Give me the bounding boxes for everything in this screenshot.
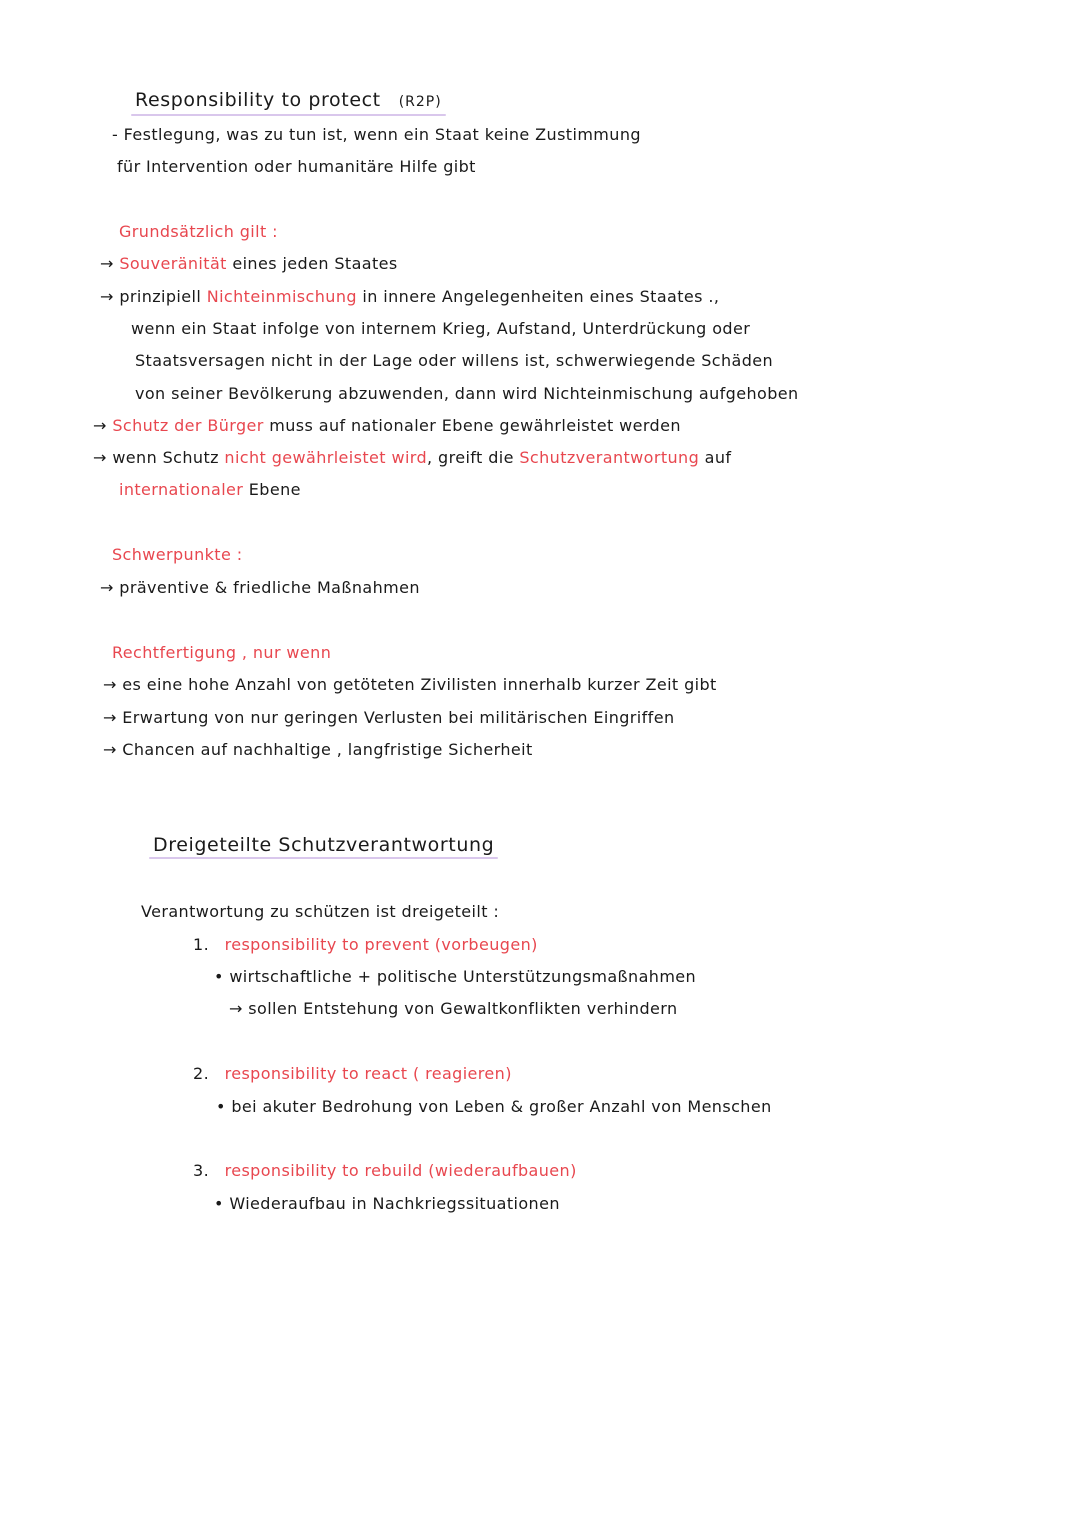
pillar-number: 3. xyxy=(193,1161,210,1180)
point-schutz-buerger xyxy=(93,415,681,437)
schwerpunkte-item: → präventive & friedliche Maßnahmen xyxy=(100,578,420,597)
heading-rechtfertigung: Rechtfertigung , nur wenn xyxy=(112,643,332,662)
rechtfertigung-item-3: → Chancen auf nachhaltige , langfristige Sicherheit xyxy=(103,740,533,759)
point-text: eines jeden Staates xyxy=(232,254,398,273)
intro-line-2: für Intervention oder humanitäre Hilfe gibt xyxy=(117,157,476,176)
point-souveraenitaet xyxy=(100,253,398,275)
pillar-prevent-label: responsibility to prevent (vorbeugen) xyxy=(224,935,538,954)
continuation-international xyxy=(119,479,301,501)
highlight-schutzverantwortung: Schutzverantwortung xyxy=(519,448,700,467)
point-text: muss auf nationaler Ebene gewährleistet werden xyxy=(269,416,681,435)
title-text: Dreigeteilte Schutzverantwortung xyxy=(153,834,495,856)
highlight-souveraenitaet: Souveränität xyxy=(119,254,227,273)
continuation-line-1: wenn ein Staat infolge von internem Krieg, Aufstand, Unterdrückung oder xyxy=(131,319,751,338)
continuation-line-2: Staatsversagen nicht in der Lage oder willens ist, schwerwiegende Schäden xyxy=(135,351,774,370)
title-text: Responsibility to protect xyxy=(135,89,381,111)
highlight-schutz-buerger: Schutz der Bürger xyxy=(112,416,264,435)
pillar-react-bullet: • bei akuter Bedrohung von Leben & großer Anzahl von Menschen xyxy=(216,1097,772,1116)
pillar-rebuild-label: responsibility to rebuild (wiederaufbauen) xyxy=(224,1161,577,1180)
heading-schwerpunkte: Schwerpunkte : xyxy=(112,545,243,564)
pillar-number: 2. xyxy=(193,1064,210,1083)
pillar-number: 1. xyxy=(193,935,210,954)
pillar-react-label: responsibility to react ( reagieren) xyxy=(224,1064,512,1083)
arrow-icon: → xyxy=(100,287,114,306)
pillar-react xyxy=(193,1063,512,1085)
rechtfertigung-item-1: → es eine hohe Anzahl von getöteten Zivilisten innerhalb kurzer Zeit gibt xyxy=(103,675,717,694)
continuation-line-3: von seiner Bevölkerung abzuwenden, dann wird Nichteinmischung aufgehoben xyxy=(135,384,799,403)
title-abbreviation: (R2P) xyxy=(398,94,442,110)
title-underline xyxy=(149,857,498,859)
pillar-prevent-sub: → sollen Entstehung von Gewaltkonflikten verhindern xyxy=(229,999,678,1018)
point-nichteinmischung xyxy=(100,286,719,308)
point-text: Ebene xyxy=(248,480,301,499)
pillar-rebuild-bullet: • Wiederaufbau in Nachkriegssituationen xyxy=(214,1194,560,1213)
point-schutz-international xyxy=(93,447,731,469)
dreigeteilt-intro: Verantwortung zu schützen ist dreigeteilt : xyxy=(141,902,500,921)
highlight-nicht-gewaehrleistet: nicht gewährleistet wird xyxy=(224,448,428,467)
highlight-internationaler: internationaler xyxy=(119,480,244,499)
heading-grundsaetzlich: Grundsätzlich gilt : xyxy=(119,222,278,241)
pillar-prevent xyxy=(193,934,538,956)
intro-line-1: - Festlegung, was zu tun ist, wenn ein Staat keine Zustimmung xyxy=(112,125,641,144)
point-text: prinzipiell xyxy=(119,287,202,306)
point-text: wenn Schutz xyxy=(112,448,219,467)
point-text: auf xyxy=(704,448,732,467)
pillar-rebuild xyxy=(193,1160,577,1182)
highlight-nichteinmischung: Nichteinmischung xyxy=(206,287,357,306)
title-underline xyxy=(131,114,446,116)
arrow-icon: → xyxy=(93,416,107,435)
arrow-icon: → xyxy=(100,254,114,273)
pillar-prevent-bullet: • wirtschaftliche + politische Unterstützungsmaßnahmen xyxy=(214,967,697,986)
rechtfertigung-item-2: → Erwartung von nur geringen Verlusten bei militärischen Eingriffen xyxy=(103,708,675,727)
section-title-r2p xyxy=(135,87,442,115)
point-text: in innere Angelegenheiten eines Staates ., xyxy=(362,287,720,306)
section-title-dreigeteilt xyxy=(153,832,494,858)
point-text: , greift die xyxy=(427,448,514,467)
arrow-icon: → xyxy=(93,448,107,467)
